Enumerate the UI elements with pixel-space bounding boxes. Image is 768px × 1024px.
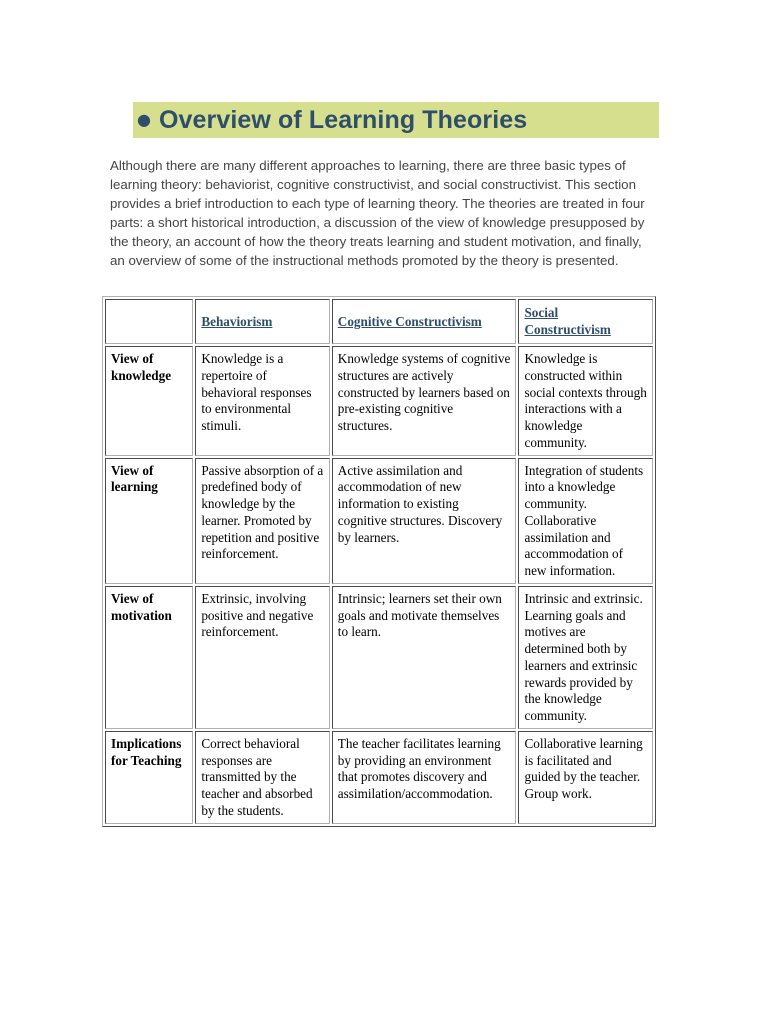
cognitive-constructivism-link[interactable]: Cognitive Constructivism: [337, 313, 482, 329]
table-cell: Collaborative learning is facilitated and guided by the teacher. Group work.: [518, 731, 653, 824]
row-label-view-of-knowledge: View of knowledge: [105, 346, 193, 456]
row-label-view-of-learning: View of learning: [105, 458, 193, 584]
table-cell: Active assimilation and accommodation of new information to existing cognitive structures. Discovery by learners.: [332, 458, 517, 584]
page-title: Overview of Learning Theories: [158, 105, 528, 134]
table-cell: Extrinsic, involving positive and negative reinforcement.: [195, 586, 329, 729]
learning-theories-table: [102, 296, 656, 827]
table-cell: Intrinsic; learners set their own goals and motivate themselves to learn.: [332, 586, 517, 729]
table-cell: Integration of students into a knowledge community. Collaborative assimilation and accommodation of new information.: [518, 458, 653, 584]
social-constructivism-link[interactable]: Social Constructivism: [524, 305, 611, 337]
table-cell: Correct behavioral responses are transmitted by the teacher and absorbed by the students.: [195, 731, 329, 824]
table-cell: Knowledge is a repertoire of behavioral responses to environmental stimuli.: [195, 346, 329, 456]
table-cell: Passive absorption of a predefined body of knowledge by the learner. Promoted by repetition and positive reinforcement.: [195, 458, 329, 584]
table-cell: Knowledge systems of cognitive structures are actively constructed by learners based on pre-existing cognitive structures.: [332, 346, 517, 456]
behaviorism-link[interactable]: Behaviorism: [201, 313, 273, 329]
intro-paragraph: Although there are many different approaches to learning, there are three basic types of learning theory: behaviorist, cognitive constructivist, and social constructivist. This section provides a brief introduction to each type of learning theory. The theories are treated in four parts: a short historical introduction, a discussion of the view of knowledge presupposed by the theory, an account of how the theory treats learning and student motivation, and finally, an overview of some of the instructional methods promoted by the theory is presented.: [110, 158, 645, 269]
header-cell-cognitive-constructivism: [332, 299, 517, 344]
table-cell: Intrinsic and extrinsic. Learning goals and motives are determined both by learners and extrinsic rewards provided by the knowledge community.: [518, 586, 653, 729]
header-cell-empty: [105, 299, 193, 344]
header-cell-social-constructivism: [518, 299, 653, 344]
section-heading: [133, 102, 659, 138]
table-row: [105, 346, 653, 456]
table-row: [105, 731, 653, 824]
bullet-icon: ●: [137, 110, 151, 129]
row-label-view-of-motivation: View of motivation: [105, 586, 193, 729]
table-cell: The teacher facilitates learning by providing an environment that promotes discovery and assimilation/accommodation.: [332, 731, 517, 824]
table-row: [105, 458, 653, 584]
row-label-implications-for-teaching: Implications for Teaching: [105, 731, 193, 824]
table-row: [105, 586, 653, 729]
table-cell: Knowledge is constructed within social contexts through interactions with a knowledge community.: [518, 346, 653, 456]
table-header-row: [105, 299, 653, 344]
header-cell-behaviorism: [195, 299, 329, 344]
